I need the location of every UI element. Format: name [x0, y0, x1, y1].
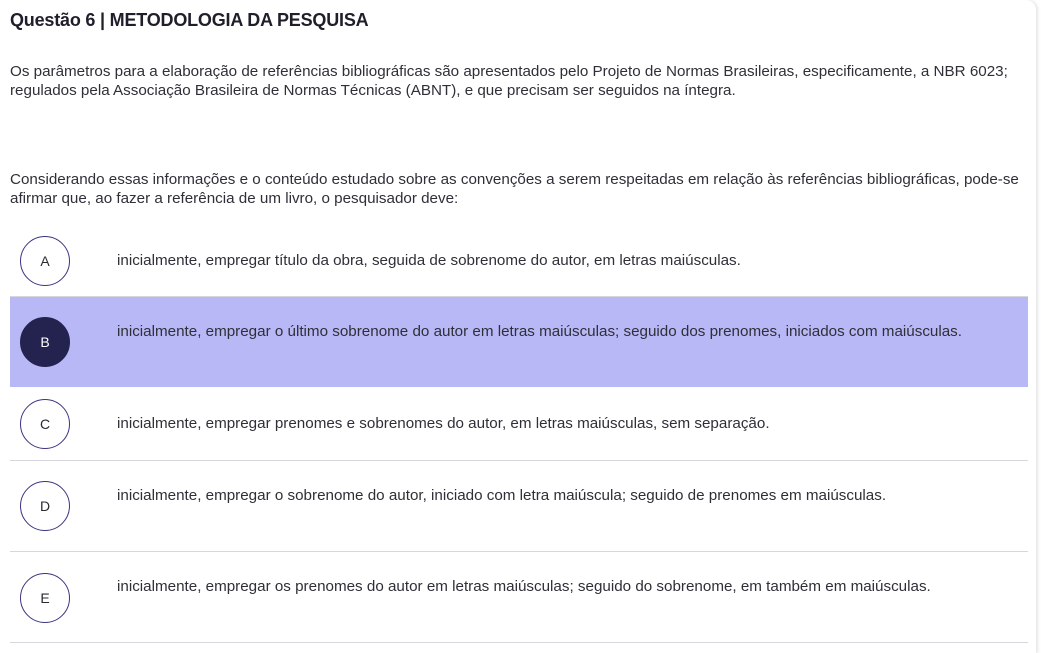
- option-letter-bubble[interactable]: E: [20, 573, 70, 623]
- option-a[interactable]: [10, 224, 1028, 297]
- option-letter-bubble[interactable]: D: [20, 481, 70, 531]
- option-letter-bubble[interactable]: B: [20, 317, 70, 367]
- option-e[interactable]: [10, 552, 1028, 643]
- option-letter-bubble[interactable]: A: [20, 236, 70, 286]
- option-b[interactable]: [10, 297, 1028, 387]
- option-c[interactable]: [10, 387, 1028, 461]
- option-letter-bubble[interactable]: C: [20, 399, 70, 449]
- option-text: inicialmente, empregar título da obra, seguida de sobrenome do autor, em letras maiúsculas.: [117, 252, 741, 269]
- option-text: inicialmente, empregar os prenomes do autor em letras maiúsculas; seguido do sobrenome, em também em maiúsculas.: [117, 578, 931, 595]
- option-text: inicialmente, empregar o sobrenome do autor, iniciado com letra maiúscula; seguido de prenomes em maiúsculas.: [117, 487, 887, 504]
- option-text: inicialmente, empregar prenomes e sobrenomes do autor, em letras maiúsculas, sem separação.: [117, 415, 770, 432]
- question-title: Questão 6 | METODOLOGIA DA PESQUISA: [10, 10, 369, 30]
- question-context-paragraph: Os parâmetros para a elaboração de referências bibliográficas são apresentados pelo Projeto de Normas Brasileiras, especificamente, a NBR 6023; regulados pela Associação Brasileira de Normas Técnicas (ABNT), e que precisam ser seguidos na íntegra.: [10, 63, 1008, 99]
- option-d[interactable]: [10, 461, 1028, 552]
- question-prompt-paragraph: Considerando essas informações e o conteúdo estudado sobre as convenções a serem respeitadas em relação às referências bibliográficas, pode-se afirmar que, ao fazer a referência de um livro, o pesquisador deve:: [10, 171, 1019, 207]
- option-text: inicialmente, empregar o último sobrenome do autor em letras maiúsculas; seguido dos prenomes, iniciados com maiúsculas.: [117, 323, 962, 340]
